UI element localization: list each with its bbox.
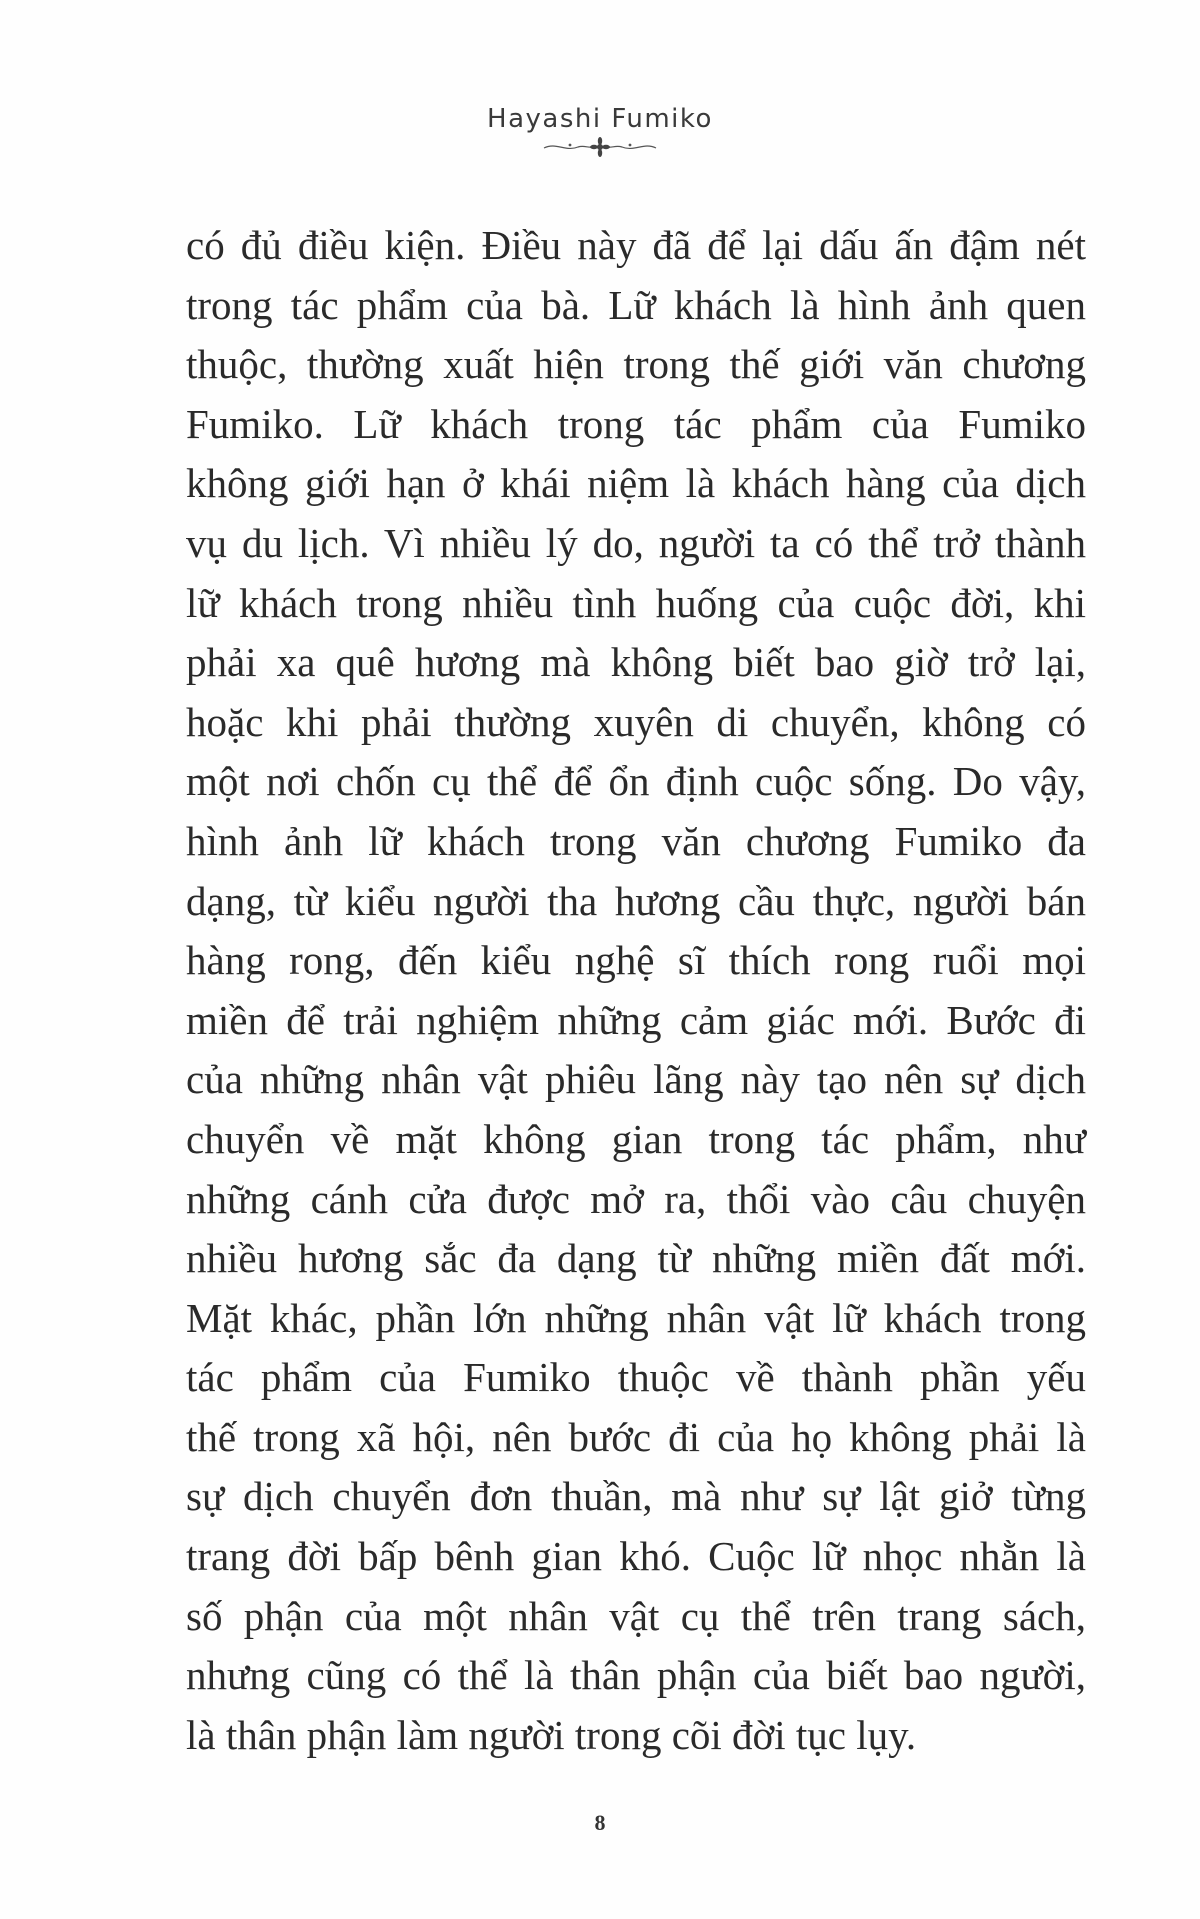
text-line: là thân phận làm người trong cõi đời tục lụy. [186, 1711, 917, 1758]
floral-divider-icon [540, 136, 660, 158]
body-paragraph [186, 216, 1086, 1765]
text-line: thế trong xã hội, nên bước đi của họ không phải là [186, 1413, 1086, 1460]
text-line: chuyển về mặt không gian trong tác phẩm, như [186, 1115, 1086, 1162]
text-line: dạng, từ kiểu người tha hương cầu thực, người bán [186, 877, 1086, 924]
text-line: không giới hạn ở khái niệm là khách hàng của dịch [186, 460, 1086, 507]
text-line: những cánh cửa được mở ra, thổi vào câu chuyện [186, 1175, 1086, 1222]
text-line: Mặt khác, phần lớn những nhân vật lữ khách trong [186, 1294, 1086, 1341]
text-line: lữ khách trong nhiều tình huống của cuộc đời, khi [186, 579, 1086, 626]
text-line: Fumiko. Lữ khách trong tác phẩm của Fumiko [186, 400, 1086, 447]
text-line: trong tác phẩm của bà. Lữ khách là hình ảnh quen [186, 281, 1086, 328]
text-line: hoặc khi phải thường xuyên di chuyển, không có [186, 698, 1086, 745]
text-line: số phận của một nhân vật cụ thể trên trang sách, [186, 1592, 1086, 1639]
text-line: tác phẩm của Fumiko thuộc về thành phần yếu [186, 1354, 1086, 1401]
text-line: vụ du lịch. Vì nhiều lý do, người ta có thể trở thành [186, 519, 1086, 566]
running-header [0, 104, 1200, 158]
text-line: hàng rong, đến kiểu nghệ sĩ thích rong ruổi mọi [186, 937, 1086, 984]
text-line: một nơi chốn cụ thể để ổn định cuộc sống. Do vậy, [186, 758, 1086, 805]
text-line: miền để trải nghiệm những cảm giác mới. Bước đi [186, 996, 1086, 1043]
text-line: hình ảnh lữ khách trong văn chương Fumiko đa [186, 817, 1086, 864]
text-line: nhiều hương sắc đa dạng từ những miền đất mới. [186, 1235, 1086, 1282]
text-line: thuộc, thường xuất hiện trong thế giới văn chương [186, 341, 1086, 388]
text-line: phải xa quê hương mà không biết bao giờ trở lại, [186, 639, 1086, 686]
text-line: nhưng cũng có thể là thân phận của biết bao người, [186, 1652, 1086, 1699]
text-line: trang đời bấp bênh gian khó. Cuộc lữ nhọc nhằn là [186, 1533, 1086, 1580]
running-title: Hayashi Fumiko [487, 104, 713, 134]
page-number: 8 [594, 1810, 606, 1835]
text-line: của những nhân vật phiêu lãng này tạo nên sự dịch [186, 1056, 1086, 1103]
text-line: có đủ điều kiện. Điều này đã để lại dấu ấn đậm nét [186, 222, 1086, 268]
text-line: sự dịch chuyển đơn thuần, mà như sự lật giở từng [186, 1473, 1086, 1520]
